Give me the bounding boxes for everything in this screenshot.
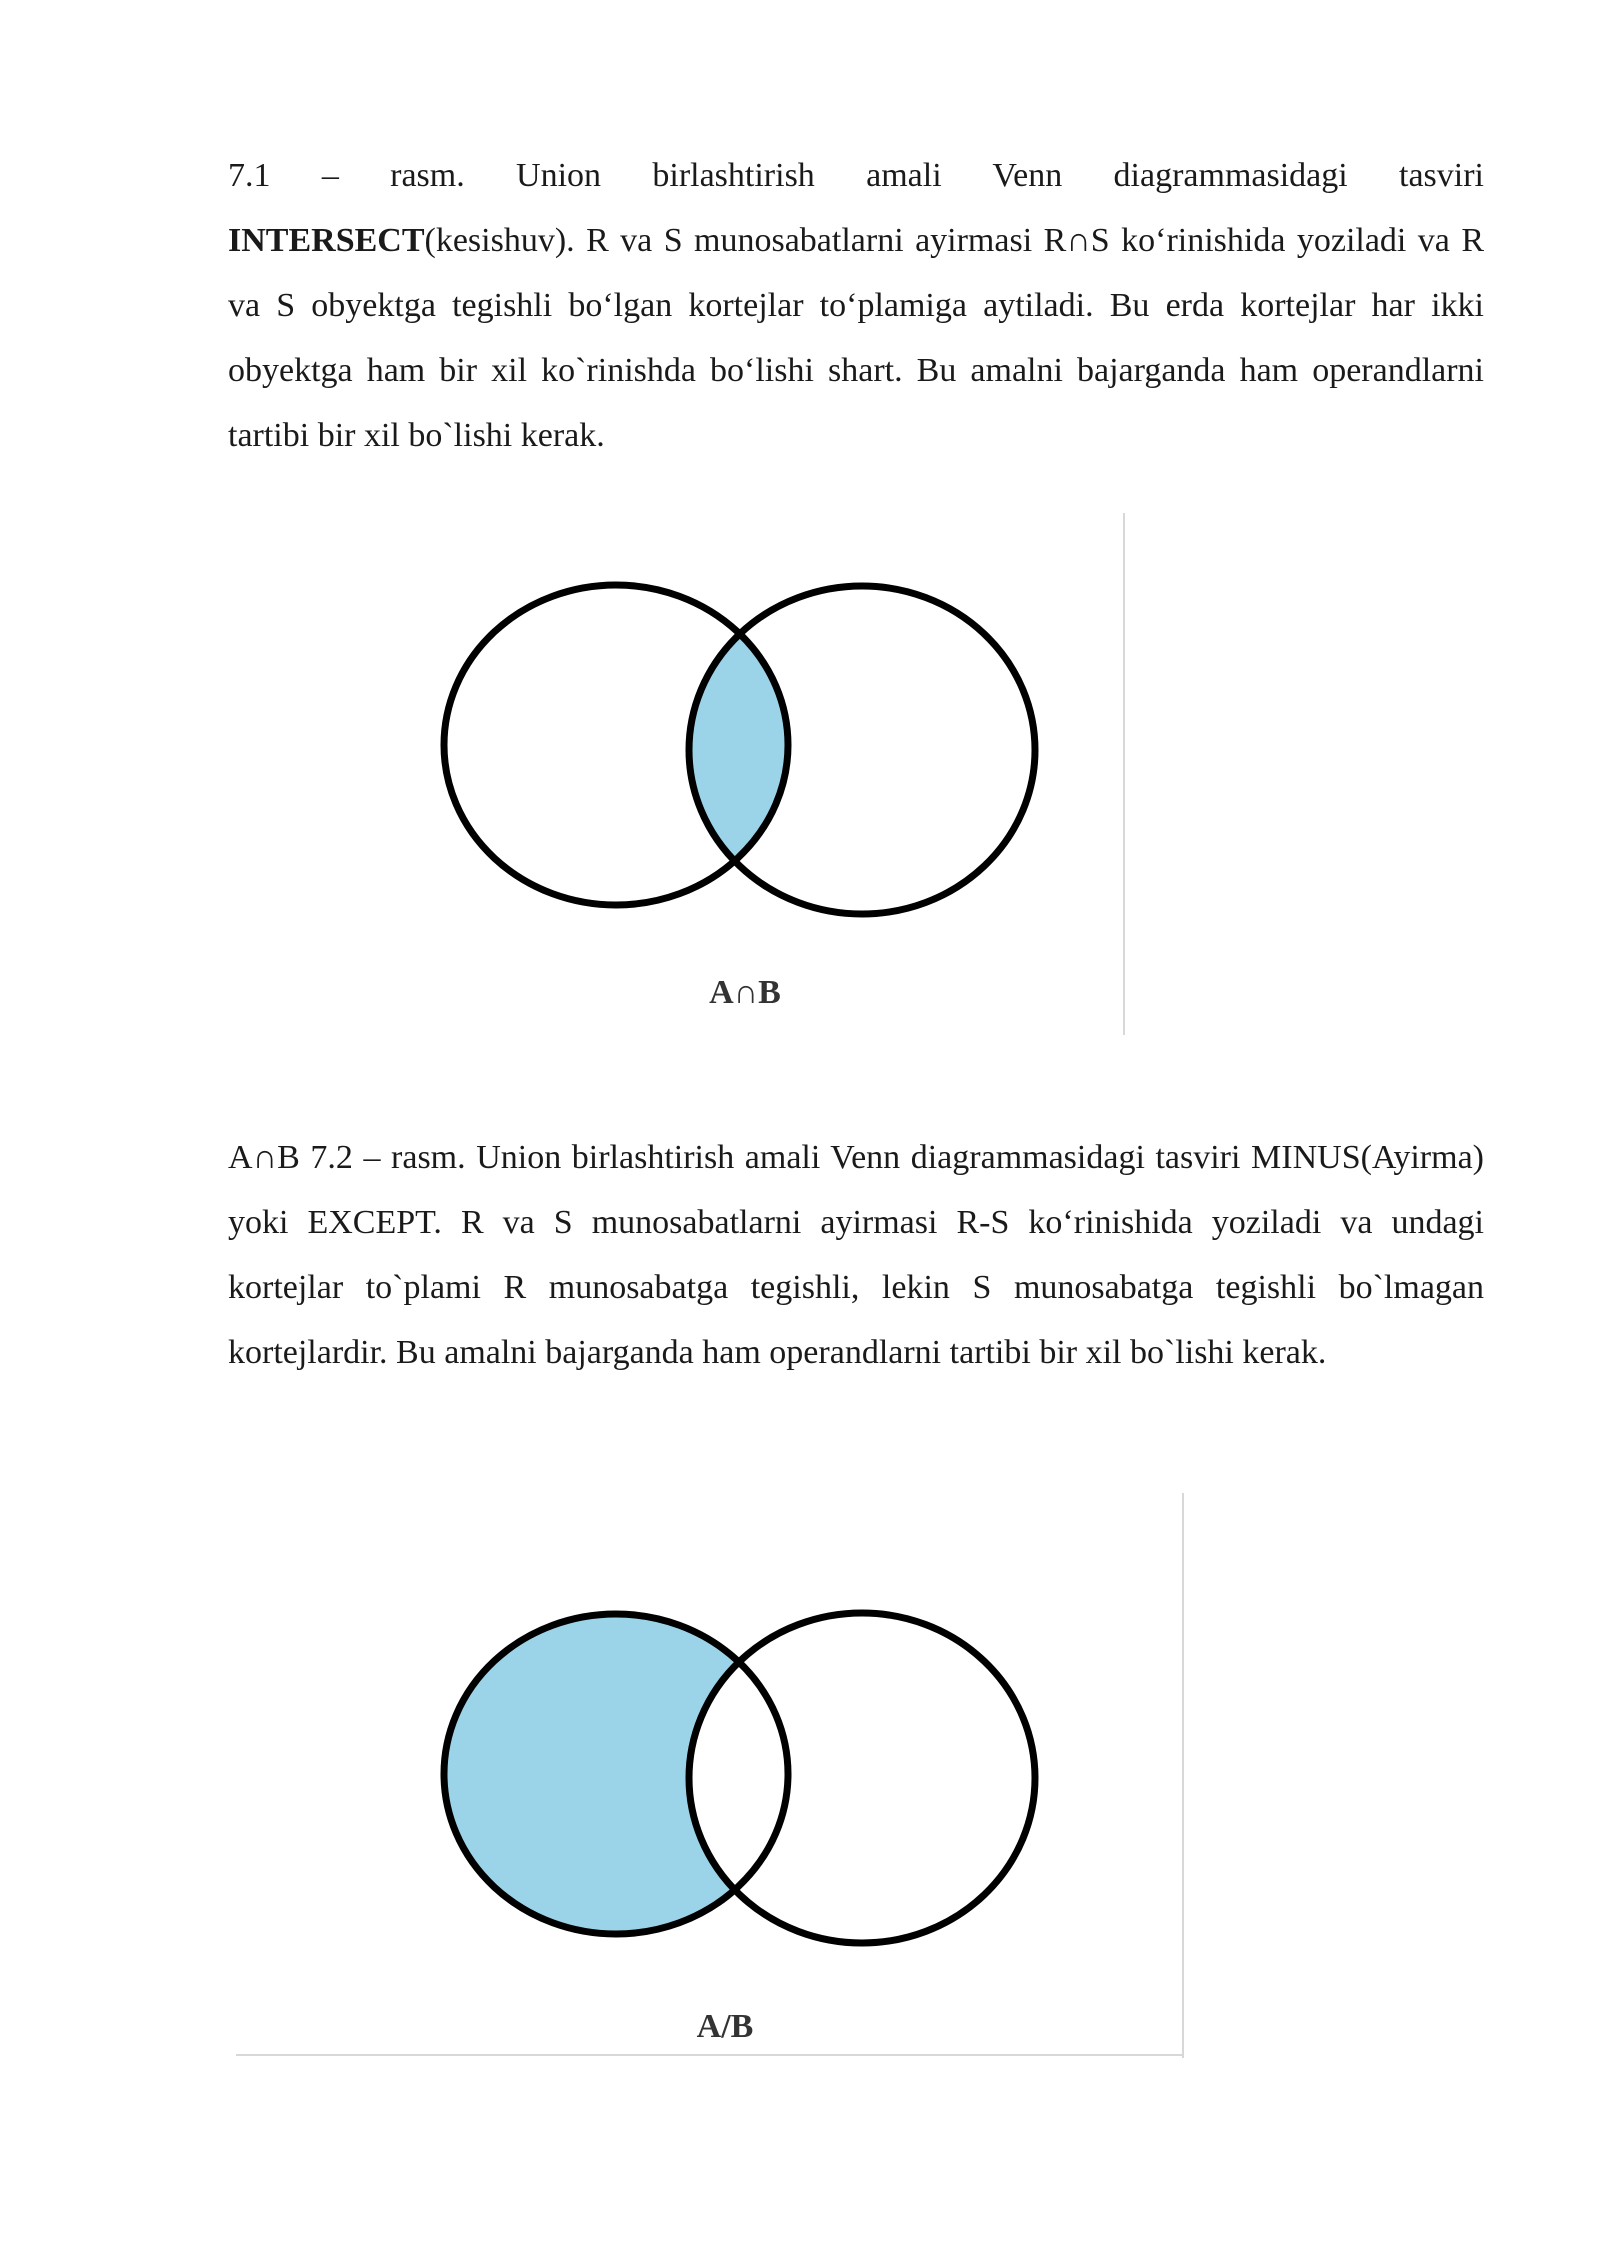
- paragraph-intersect: [228, 143, 1484, 468]
- paragraph-body-text: A∩B 7.2 – rasm. Union birlashtirish amali Venn diagrammasidagi tasviri MINUS(Ayirma) yoki EXCEPT. R va S munosabatlarni ayirmasi R-S ko‘rinishida yoziladi va undagi kortejlar to`plami R munosabatga tegishli, lekin S munosabatga tegishli bo`lmagan kortejlardir. Bu amalni bajarganda ham operandlarni tartibi bir xil bo`lishi kerak.: [228, 1139, 1484, 1371]
- figure-border: [1123, 513, 1125, 1035]
- venn-label: A∩B: [709, 974, 781, 1011]
- intersect-term: INTERSECT: [228, 222, 425, 259]
- figure-border-right: [1182, 1493, 1184, 2058]
- venn-diagram-difference: [230, 1490, 1185, 2060]
- venn-diagram-intersection: [400, 510, 1125, 1035]
- paragraph-minus: [228, 1125, 1484, 1385]
- figure-border-bottom: [236, 2054, 1184, 2056]
- venn-label: A/B: [696, 2008, 754, 2045]
- paragraph-body-text: (kesishuv). R va S munosabatlarni ayirmasi R∩S ko‘rinishida yoziladi va R va S obyektga tegishli bo‘lgan kortejlar to‘plamiga aytiladi. Bu erda kortejlar har ikki obyektga ham bir xil ko`rinishda bo‘lishi shart. Bu amalni bajarganda ham operandlarni tartibi bir xil bo`lishi kerak.: [228, 222, 1484, 454]
- paragraph-lead-text: 7.1 – rasm. Union birlashtirish amali Venn diagrammasidagi tasviri: [228, 157, 1484, 194]
